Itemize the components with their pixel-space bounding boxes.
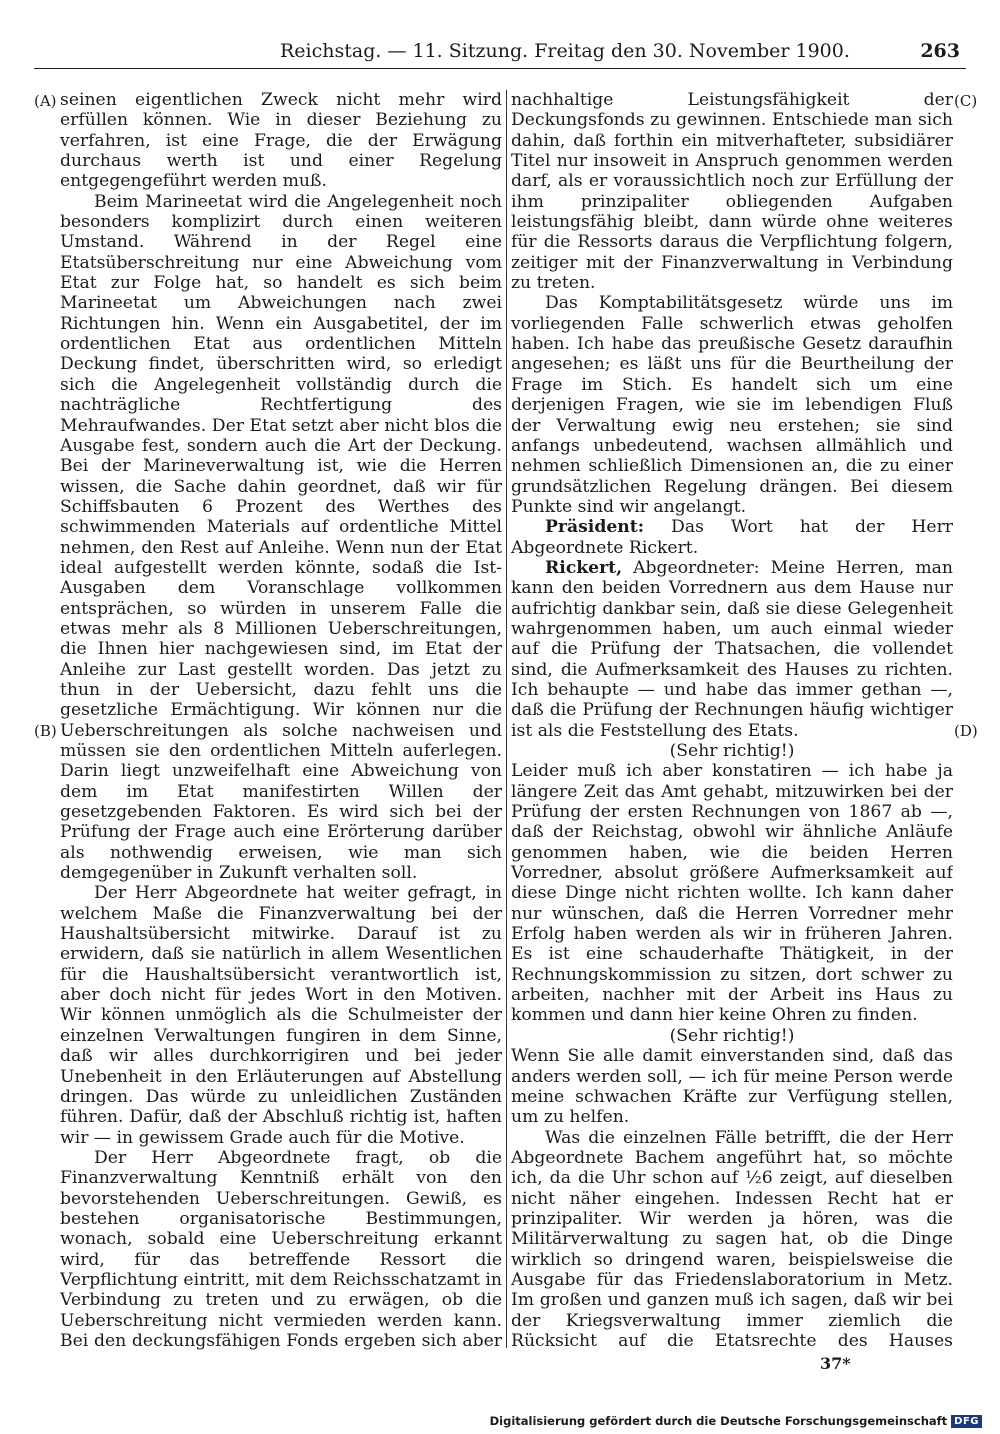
margin-marker-b: (B)	[34, 722, 57, 740]
paragraph-text: Beim Marineetat wird die Angelegenheit noch besonders komplizirt durch einen weiteren Umstand. Während in der Regel eine Etatsüberschreitung nur eine Abweichung vom Etat zur Folge hat, so handelt es sich beim Marineetat um Abweichungen nach zwei Richtungen hin. Wenn ein Ausgabetitel, der im ordentlichen Etat aus ordentlichen Mitteln Deckung findet, überschritten wird, so erledigt sich die Angelegenheit vollständig durch die nachträgliche Rechtfertigung des Mehraufwandes. Der Etat setzt aber nicht blos die Ausgabe fest, sondern auch die Art der Deckung. Bei der Marineverwaltung ist, wie die Herren wissen, die Sache dahin geordnet, daß wir für Schiffsbauten 6 Prozent des Werthes des schwimmenden Materials auf ordentliche Mittel nehmen, den Rest auf Anleihe. Wenn nun der Etat ideal aufgestellt werden könnte, sodaß die Ist-Ausgaben dem Voranschlage vollkommen entsprächen, so würden in unserem Falle die etwas mehr als 8 Millionen Ueberschreitungen, die Ihnen hier nachgewiesen sind, im Etat der Anleihe zur Last gestellt worden. Das jetzt zu thun in der Uebersicht, dazu fehlt uns die gesetzliche Ermächtigung. Wir können nur die Ueberschreitungen als solche nachweisen und müssen sie den ordentlichen Mitteln auferlegen. Darin liegt unzweifelhaft eine Abweichung von dem im Etat manifestirten Willen der gesetzgebenden Faktoren. Es wird sich bei der Prüfung der Frage auch eine Erörterung darüber als nothwendig erweisen, wie man sich demgegenüber in Zukunft verhalten soll.	[60, 191, 502, 884]
paragraph	[511, 558, 953, 741]
paragraph	[60, 1148, 502, 1350]
paragraph-text: Was die einzelnen Fälle betrifft, die der Herr Abgeordnete Bachem angeführt hat, so möchte ich, da die Uhr schon auf ½6 zeigt, auf dieselben nicht näher eingehen. Indessen Recht hat er prinzipaliter. Wir werden ja hören, was die Militärverwaltung zu sagen hat, ob die Dinge wirklich so dringend waren, beispielsweise die Ausgabe für das Friedenslaboratorium in Metz. Im großen und ganzen muß ich sagen, daß wir bei der Kriegsverwaltung immer ziemlich die Rücksicht auf die Etatsrechte des Hauses	[511, 1127, 953, 1350]
footer	[490, 1414, 982, 1428]
paragraph-text: Wenn Sie alle damit einverstanden sind, daß das anders werden soll, — ich für meine Person werde meine schwachen Kräfte zur Verfügung stellen, um zu helfen.	[511, 1046, 953, 1128]
column-divider	[506, 90, 507, 1348]
paragraph	[511, 741, 953, 761]
paragraph	[511, 1026, 953, 1046]
paragraph	[511, 1046, 953, 1127]
header-rule	[34, 68, 966, 69]
paragraph	[511, 517, 953, 558]
page-number: 263	[920, 40, 960, 62]
paragraph-text: seinen eigentlichen Zweck nicht mehr wird erfüllen können. Wie in dieser Beziehung zu verfahren, ist eine Frage, die der Erwägung durchaus werth ist und einer Regelung entgegengeführt werden muß.	[60, 90, 502, 192]
paragraph-text: Das Wort hat der Herr Abgeordnete Rickert.	[511, 517, 953, 558]
paragraph	[511, 761, 953, 1025]
margin-marker-c: (C)	[954, 92, 978, 110]
right-column	[511, 90, 953, 1350]
header-title: Reichstag. — 11. Sitzung. Freitag den 30. November 1900.	[280, 40, 850, 62]
footer-credit: Digitalisierung gefördert durch die Deutsche Forschungsgemeinschaft	[489, 1414, 948, 1428]
dfg-logo: DFG	[951, 1415, 982, 1428]
paragraph-text: (Sehr richtig!)	[669, 1025, 795, 1046]
left-column	[60, 90, 502, 1350]
speaker-name: Präsident:	[545, 517, 645, 538]
margin-marker-d: (D)	[954, 722, 978, 740]
paragraph	[60, 90, 502, 192]
signature-mark: 37*	[820, 1354, 851, 1373]
paragraph-text: Abgeordneter: Meine Herren, man kann den beiden Vorrednern aus dem Hause nur aufrichtig dankbar sein, daß sie diese Gelegenheit wahrgenommen haben, um auch einmal wieder auf die Prüfung der Thatsachen, die vollendet sind, die Aufmerksamkeit des Hauses zu richten. Ich behaupte — und habe das immer gethan —, daß die Prüfung der Rechnungen häufig wichtiger ist als die Feststellung des Etats.	[511, 557, 953, 741]
paragraph-text: Der Herr Abgeordnete hat weiter gefragt, in welchem Maße die Finanzverwaltung bei der Haushaltsübersicht mitwirke. Darauf ist zu erwidern, daß sie natürlich in allem Wesentlichen für die Haushaltsübersicht verantwortlich ist, aber doch nicht für jedes Wort in den Motiven. Wir können unmöglich als die Schulmeister der einzelnen Verwaltungen fungiren in dem Sinne, daß wir alles durchkorrigiren und bei jeder Unebenheit in den Erläuterungen auf Abstellung dringen. Das würde zu unleidlichen Zuständen führen. Dafür, daß der Abschluß richtig ist, haften wir — in gewissem Grade auch für die Motive.	[60, 883, 502, 1148]
margin-marker-a: (A)	[34, 92, 57, 110]
paragraph-text: Das Komptabilitätsgesetz würde uns im vorliegenden Falle schwerlich etwas geholfen haben. Ich habe das preußische Gesetz daraufhin angesehen; es läßt uns für die Beurtheilung der Frage im Stich. Es handelt sich um eine derjenigen Fragen, wie sie im lebendigen Fluß der Verwaltung ewig neu erstehen; sie sind anfangs unbedeutend, wachsen allmählich und nehmen schließlich Dimensionen an, die zu einer grundsätzlichen Regelung drängen. Bei diesem Punkte sind wir angelangt.	[511, 293, 953, 517]
paragraph-text: Leider muß ich aber konstatiren — ich habe ja längere Zeit das Amt gehabt, mitzuwirken bei der Prüfung der ersten Rechnungen von 1867 ab —, daß der Reichstag, obwohl wir ähnliche Anläufe genommen haben, wie die beiden Herren Vorredner, absolut größere Aufmerksamkeit auf diese Dinge nicht richten wollte. Ich kann daher nur wünschen, daß die Herren Vorredner mehr Erfolg haben werden als wir in früheren Jahren. Es ist eine schauderhafte Thätigkeit, in der Rechnungskommission zu sitzen, dort schwer zu arbeiten, nachher mit der Arbeit ins Haus zu kommen und dann hier keine Ohren zu finden.	[511, 761, 953, 1026]
paragraph-text: Der Herr Abgeordnete fragt, ob die Finanzverwaltung Kenntniß erhält von den bevorstehenden Ueberschreitungen. Gewiß, es bestehen organisatorische Bestimmungen, wonach, sobald eine Ueberschreitung erkannt wird, für das betreffende Ressort die Verpflichtung eintritt, mit dem Reichsschatzamt in Verbindung zu treten und zu erwägen, ob die Ueberschreitung nicht vermieden werden kann. Bei den deckungsfähigen Fonds ergeben sich aber	[60, 1147, 502, 1350]
paragraph-text: (Sehr richtig!)	[669, 741, 795, 761]
paragraph-text: nachhaltige Leistungsfähigkeit der Deckungsfonds zu gewinnen. Entschiede man sich dahin, daß forthin ein mitverhafteter, subsidiärer Titel nur insoweit in Anspruch genommen werden darf, als er voraussichtlich noch zur Erfüllung der ihm prinzipaliter obliegenden Aufgaben leistungsfähig bleibt, dann würde ohne weiteres für die Ressorts daraus die Verpflichtung folgern, zeitiger mit der Finanzverwaltung in Verbindung zu treten.	[511, 90, 953, 294]
paragraph	[511, 90, 953, 293]
paragraph	[511, 1128, 953, 1350]
paragraph	[60, 883, 502, 1147]
speaker-name: Rickert,	[545, 557, 623, 578]
running-header	[30, 40, 970, 66]
paragraph	[511, 293, 953, 517]
paragraph	[60, 192, 502, 884]
